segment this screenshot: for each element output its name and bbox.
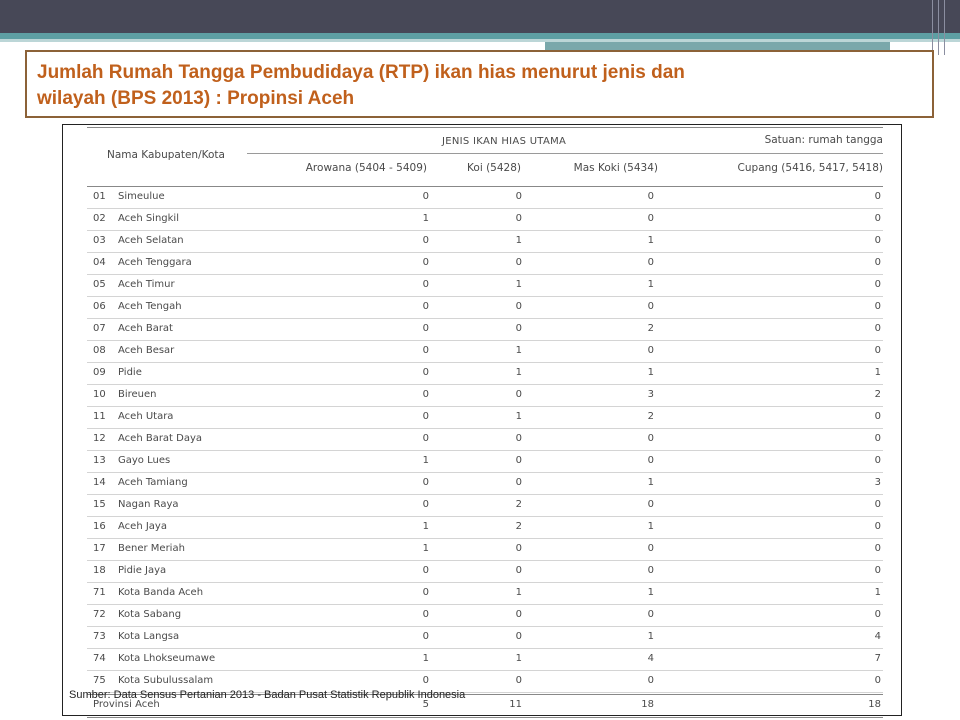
table-row	[87, 385, 883, 407]
value-cell: 0	[647, 257, 654, 268]
corner-decoration-line	[944, 0, 945, 55]
region-name: Aceh Tamiang	[118, 477, 188, 488]
table-row	[87, 561, 883, 583]
value-cell: 7	[874, 653, 881, 664]
table-header	[87, 127, 883, 187]
region-code: 16	[93, 521, 106, 532]
region-code: 07	[93, 323, 106, 334]
value-cell: 0	[647, 609, 654, 620]
region-code: 11	[93, 411, 106, 422]
table-row	[87, 275, 883, 297]
value-cell: 1	[647, 235, 654, 246]
value-cell: 1	[647, 477, 654, 488]
value-cell: 0	[422, 389, 429, 400]
value-cell: 0	[874, 411, 881, 422]
slide-title-line1: Jumlah Rumah Tangga Pembudidaya (RTP) ikan hias menurut jenis dan	[37, 62, 685, 83]
value-cell: 0	[422, 499, 429, 510]
value-cell: 0	[422, 301, 429, 312]
region-name: Gayo Lues	[118, 455, 171, 466]
table-row	[87, 253, 883, 275]
region-name: Nagan Raya	[118, 499, 179, 510]
total-value-cell: 18	[868, 699, 881, 710]
value-cell: 0	[647, 433, 654, 444]
total-value-cell: 5	[422, 699, 429, 710]
header-unit-label: Satuan: rumah tangga	[764, 134, 883, 146]
value-cell: 0	[874, 235, 881, 246]
header-name-column: Nama Kabupaten/Kota	[107, 149, 225, 161]
region-name: Aceh Tengah	[118, 301, 182, 312]
region-code: 04	[93, 257, 106, 268]
value-cell: 0	[422, 191, 429, 202]
table-row	[87, 627, 883, 649]
value-cell: 0	[874, 323, 881, 334]
table-row	[87, 517, 883, 539]
table-image-frame	[62, 124, 902, 716]
table-row	[87, 495, 883, 517]
value-cell: 0	[874, 565, 881, 576]
value-cell: 0	[647, 675, 654, 686]
value-cell: 0	[874, 191, 881, 202]
value-cell: 0	[422, 675, 429, 686]
value-cell: 3	[874, 477, 881, 488]
value-cell: 0	[422, 323, 429, 334]
region-code: 12	[93, 433, 106, 444]
value-cell: 0	[874, 433, 881, 444]
region-name: Kota Sabang	[118, 609, 182, 620]
source-note: Sumber: Data Sensus Pertanian 2013 - Badan Pusat Statistik Republik Indonesia	[69, 689, 466, 701]
value-cell: 0	[515, 455, 522, 466]
value-cell: 0	[647, 565, 654, 576]
value-cell: 0	[874, 279, 881, 290]
value-cell: 1	[647, 631, 654, 642]
table-row	[87, 231, 883, 253]
value-cell: 1	[515, 587, 522, 598]
table-row	[87, 341, 883, 363]
region-code: 75	[93, 675, 106, 686]
region-code: 73	[93, 631, 106, 642]
value-cell: 0	[515, 191, 522, 202]
region-name: Kota Lhokseumawe	[118, 653, 216, 664]
value-cell: 0	[874, 213, 881, 224]
region-code: 15	[93, 499, 106, 510]
table-row	[87, 451, 883, 473]
value-cell: 0	[874, 257, 881, 268]
value-cell: 0	[647, 213, 654, 224]
region-code: 05	[93, 279, 106, 290]
region-name: Bener Meriah	[118, 543, 185, 554]
value-cell: 0	[422, 279, 429, 290]
value-cell: 0	[422, 477, 429, 488]
value-cell: 0	[647, 191, 654, 202]
region-code: 18	[93, 565, 106, 576]
value-cell: 0	[515, 213, 522, 224]
value-cell: 1	[647, 521, 654, 532]
value-cell: 0	[647, 345, 654, 356]
region-code: 03	[93, 235, 106, 246]
value-cell: 1	[874, 367, 881, 378]
value-cell: 1	[515, 345, 522, 356]
value-cell: 0	[647, 455, 654, 466]
table-row	[87, 319, 883, 341]
value-cell: 0	[874, 543, 881, 554]
region-name: Kota Subulussalam	[118, 675, 214, 686]
value-cell: 0	[515, 323, 522, 334]
header-col-cupang: Cupang (5416, 5417, 5418)	[737, 162, 883, 174]
value-cell: 2	[647, 323, 654, 334]
region-name: Kota Banda Aceh	[118, 587, 204, 598]
table-row	[87, 363, 883, 385]
value-cell: 0	[515, 543, 522, 554]
header-col-maskoki: Mas Koki (5434)	[573, 162, 658, 174]
header-col-arowana: Arowana (5404 - 5409)	[305, 162, 427, 174]
region-code: 72	[93, 609, 106, 620]
value-cell: 0	[647, 301, 654, 312]
value-cell: 1	[515, 653, 522, 664]
value-cell: 0	[515, 301, 522, 312]
table-row	[87, 473, 883, 495]
data-table	[87, 127, 883, 718]
region-name: Aceh Utara	[118, 411, 174, 422]
region-code: 13	[93, 455, 106, 466]
value-cell: 0	[874, 455, 881, 466]
table-row	[87, 429, 883, 451]
header-divider	[247, 153, 883, 154]
region-name: Bireuen	[118, 389, 157, 400]
value-cell: 1	[515, 411, 522, 422]
value-cell: 1	[422, 455, 429, 466]
region-name: Aceh Tenggara	[118, 257, 192, 268]
region-code: 09	[93, 367, 106, 378]
value-cell: 1	[874, 587, 881, 598]
region-name: Pidie Jaya	[118, 565, 167, 576]
value-cell: 0	[422, 411, 429, 422]
value-cell: 0	[422, 587, 429, 598]
value-cell: 0	[422, 433, 429, 444]
region-code: 71	[93, 587, 106, 598]
total-label: Provinsi Aceh	[93, 699, 160, 710]
table-row	[87, 539, 883, 561]
region-name: Simeulue	[118, 191, 165, 202]
region-name: Aceh Timur	[118, 279, 175, 290]
value-cell: 0	[874, 301, 881, 312]
region-code: 17	[93, 543, 106, 554]
region-name: Pidie	[118, 367, 142, 378]
table-row	[87, 605, 883, 627]
value-cell: 4	[874, 631, 881, 642]
value-cell: 0	[422, 631, 429, 642]
region-name: Aceh Selatan	[118, 235, 184, 246]
value-cell: 4	[647, 653, 654, 664]
value-cell: 0	[515, 257, 522, 268]
region-code: 06	[93, 301, 106, 312]
slide-title-line2: wilayah (BPS 2013) : Propinsi Aceh	[37, 88, 355, 109]
value-cell: 0	[422, 367, 429, 378]
value-cell: 0	[515, 609, 522, 620]
total-value-cell: 18	[641, 699, 654, 710]
slide-top-bar	[0, 0, 960, 33]
value-cell: 0	[515, 389, 522, 400]
value-cell: 1	[422, 543, 429, 554]
value-cell: 0	[515, 631, 522, 642]
value-cell: 1	[515, 235, 522, 246]
value-cell: 1	[647, 367, 654, 378]
region-name: Aceh Singkil	[118, 213, 179, 224]
value-cell: 2	[515, 521, 522, 532]
value-cell: 2	[515, 499, 522, 510]
table-row	[87, 649, 883, 671]
region-name: Aceh Barat Daya	[118, 433, 203, 444]
region-name: Aceh Besar	[118, 345, 175, 356]
table-row	[87, 297, 883, 319]
value-cell: 2	[874, 389, 881, 400]
value-cell: 3	[647, 389, 654, 400]
value-cell: 0	[515, 675, 522, 686]
table-row	[87, 209, 883, 231]
total-value-cell: 11	[509, 699, 522, 710]
value-cell: 0	[515, 477, 522, 488]
table-row	[87, 187, 883, 209]
header-col-koi: Koi (5428)	[467, 162, 521, 174]
table-row	[87, 583, 883, 605]
region-code: 08	[93, 345, 106, 356]
region-code: 14	[93, 477, 106, 488]
value-cell: 0	[422, 565, 429, 576]
value-cell: 0	[422, 235, 429, 246]
value-cell: 0	[422, 609, 429, 620]
value-cell: 2	[647, 411, 654, 422]
slide-title	[37, 60, 932, 112]
value-cell: 0	[515, 433, 522, 444]
value-cell: 0	[422, 345, 429, 356]
value-cell: 1	[647, 587, 654, 598]
region-name: Aceh Jaya	[118, 521, 167, 532]
slide-stripe	[545, 42, 890, 50]
value-cell: 0	[874, 675, 881, 686]
value-cell: 0	[515, 565, 522, 576]
value-cell: 0	[874, 345, 881, 356]
region-code: 10	[93, 389, 106, 400]
region-name: Kota Langsa	[118, 631, 180, 642]
region-name: Aceh Barat	[118, 323, 173, 334]
value-cell: 0	[647, 543, 654, 554]
value-cell: 0	[874, 521, 881, 532]
slide-title-box	[25, 50, 934, 118]
value-cell: 0	[647, 499, 654, 510]
value-cell: 1	[515, 367, 522, 378]
value-cell: 0	[874, 609, 881, 620]
value-cell: 0	[874, 499, 881, 510]
table-row	[87, 407, 883, 429]
region-code: 74	[93, 653, 106, 664]
region-code: 01	[93, 191, 106, 202]
corner-decoration-line	[938, 0, 939, 55]
value-cell: 1	[647, 279, 654, 290]
corner-decoration-line	[932, 0, 933, 55]
value-cell: 1	[515, 279, 522, 290]
value-cell: 1	[422, 521, 429, 532]
value-cell: 1	[422, 653, 429, 664]
header-group-label: JENIS IKAN HIAS UTAMA	[442, 136, 567, 147]
value-cell: 1	[422, 213, 429, 224]
value-cell: 0	[422, 257, 429, 268]
region-code: 02	[93, 213, 106, 224]
